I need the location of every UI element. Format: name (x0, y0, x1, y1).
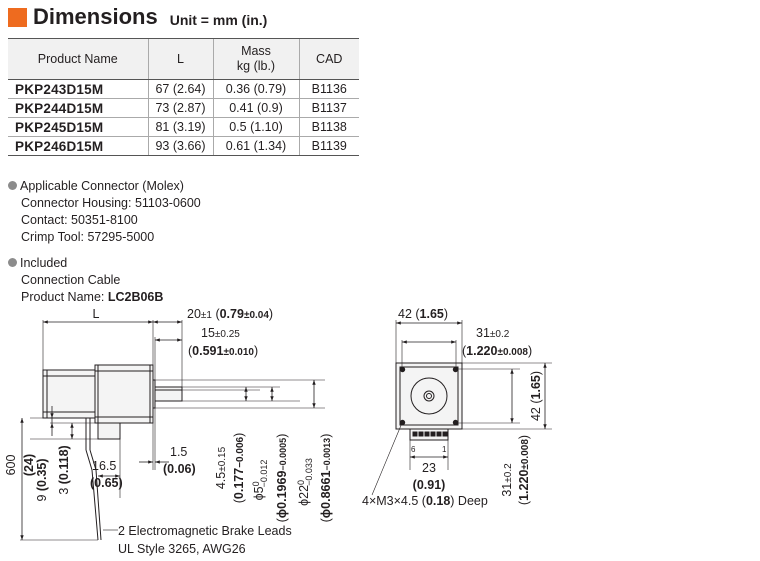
dim-42-top: 42 (1.65) (398, 307, 449, 321)
dim-23-inch: (0.91) (412, 478, 446, 492)
pin-1-label: 1 (442, 445, 447, 454)
included-item: Connection Cable (21, 273, 121, 287)
pin-6-label: 6 (411, 445, 416, 454)
included-product-name: LC2B06B (107, 290, 164, 304)
length-cell: 81 (3.19) (148, 118, 213, 137)
dim-15: 15±0.25 (201, 326, 240, 340)
dim-16-5-inch: (0.65) (90, 476, 123, 490)
connector-crimp-tool: Crimp Tool: 57295-5000 (21, 230, 155, 244)
front-face (396, 363, 462, 429)
cad-cell[interactable]: B1139 (299, 137, 359, 156)
motor-body (95, 365, 153, 423)
product-name-cell: PKP243D15M (8, 80, 148, 99)
motor-front-view (396, 363, 462, 440)
dim-31-top: 31±0.2 (476, 326, 510, 340)
screw-holes-label: 4×M3×4.5 (0.18) Deep (362, 494, 488, 508)
dim-phi22-inch: (ϕ0.8661−0.0013) (319, 433, 333, 523)
included-product: Product Name: LC2B06B (21, 290, 164, 304)
col-header-cad: CAD (299, 39, 359, 80)
connector-heading: Applicable Connector (Molex) (20, 179, 184, 193)
included-heading: Included (20, 256, 68, 270)
unit-label: Unit = mm (in.) (169, 12, 268, 28)
length-cell: 67 (2.64) (148, 80, 213, 99)
mass-cell: 0.61 (1.34) (213, 137, 299, 156)
brake-leads-spec: UL Style 3265, AWG26 (118, 542, 246, 556)
dim-phi5-inch: (ϕ0.1969−0.0005) (275, 433, 289, 523)
dim-1-5: 1.5 (170, 445, 188, 459)
product-name-cell: PKP244D15M (8, 99, 148, 118)
dim-16-5: 16.5 (92, 459, 117, 473)
section-title: Dimensions (33, 4, 158, 29)
dim-4-5-inch: (0.177−0.006) (232, 432, 246, 504)
col-header-product: Product Name (8, 39, 148, 80)
col-header-mass: Mass kg (lb.) (213, 39, 299, 80)
cad-cell[interactable]: B1138 (299, 118, 359, 137)
col-header-l: L (148, 39, 213, 80)
dim-31-right: 31±0.2 (500, 463, 514, 497)
product-name-cell: PKP246D15M (8, 137, 148, 156)
cad-cell[interactable]: B1136 (299, 80, 359, 99)
mass-cell: 0.36 (0.79) (213, 80, 299, 99)
dim-20: 20±1 (0.79±0.04) (187, 307, 274, 321)
mass-cell: 0.41 (0.9) (213, 99, 299, 118)
dim-23: 23 (422, 461, 436, 475)
mass-cell: 0.5 (1.10) (213, 118, 299, 137)
brake-body (43, 370, 95, 418)
dim-L: L (92, 307, 100, 321)
dim-31-right-inch: (1.220±0.008) (517, 434, 531, 506)
connector-contact: Contact: 50351-8100 (21, 213, 138, 227)
motor-shaft (155, 387, 182, 401)
dim-600: 600 (4, 454, 18, 476)
dim-phi5: $\phi 5^0-0.012$ (251, 459, 269, 501)
dim-phi22: $\phi 22^0-0.033$ (296, 458, 314, 506)
connector-housing-shape (98, 423, 120, 439)
dim-4-5: 4.5±0.15 (214, 446, 228, 490)
connector-housing: Connector Housing: 51103-0600 (21, 196, 201, 210)
dim-42-right: 42 (1.65) (529, 370, 543, 422)
dim-31-top-inch: (1.220±0.008) (462, 344, 533, 358)
cad-cell[interactable]: B1137 (299, 99, 359, 118)
brake-leads-label: 2 Electromagnetic Brake Leads (118, 524, 292, 538)
length-cell: 93 (3.66) (148, 137, 213, 156)
dim-3: 3 (0.118) (57, 445, 71, 495)
dim-600-inch: (24) (22, 453, 36, 477)
dim-9: 9 (0.35) (35, 458, 49, 502)
dim-1-5-inch: (0.06) (163, 462, 196, 476)
dim-15-inch: (0.591±0.010) (188, 344, 259, 358)
length-cell: 73 (2.87) (148, 99, 213, 118)
product-name-cell: PKP245D15M (8, 118, 148, 137)
